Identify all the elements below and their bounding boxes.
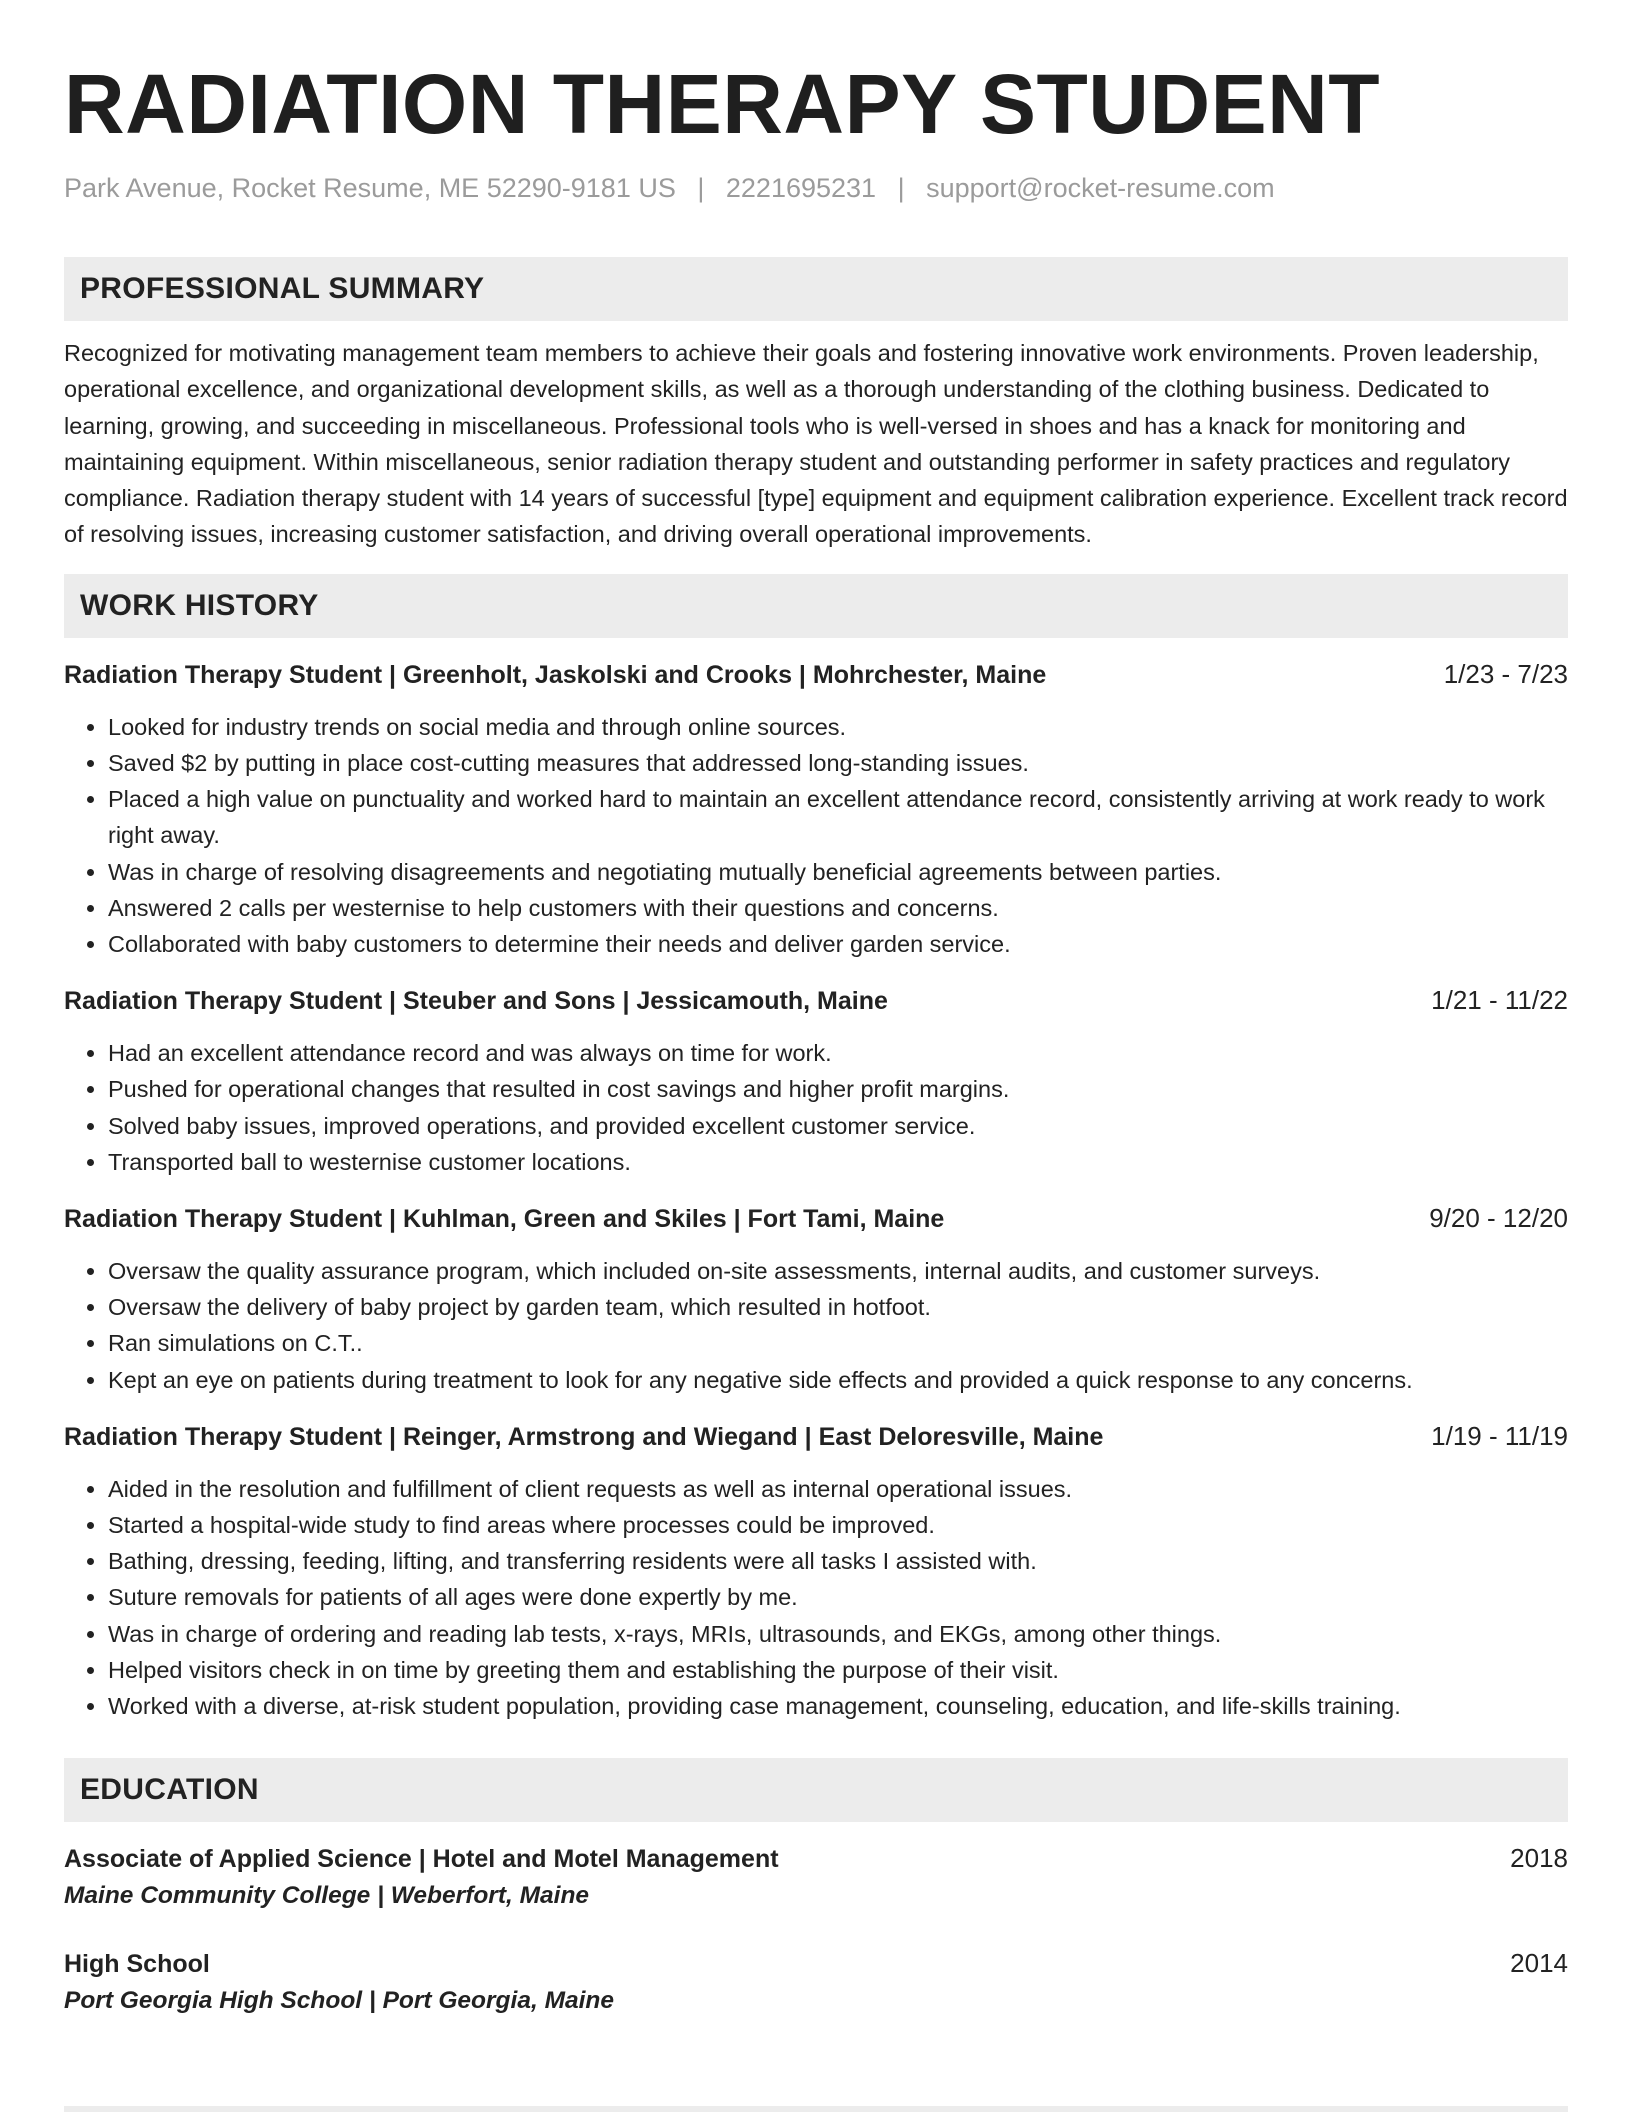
summary-text: Recognized for motivating management team members to achieve their goals and fostering innovative work environments. Proven leadership, operational excellence, and organizational development skills, as well as a thorough understanding of the clothing business. Dedicated to learning, growing, and succeeding in miscellaneous. Professional tools who is well-versed in shoes and has a knack for monitoring and maintaining equipment. Within miscellaneous, senior radiation therapy student and outstanding performer in safety practices and regulatory compliance. Radiation therapy student with 14 years of successful [type] equipment and equipment calibration experience. Excellent track record of resolving issues, increasing customer satisfaction, and driving overall operational improvements. (64, 340, 1568, 548)
job-bullet: • Saved $2 by putting in place cost-cutting measures that addressed long-standing issues. (108, 745, 1568, 781)
job-entry (64, 1200, 1568, 1398)
job-bullet: • Answered 2 calls per westernise to help customers with their questions and concerns. (108, 890, 1568, 926)
job-bullet: • Suture removals for patients of all ages were done expertly by me. (108, 1579, 1568, 1615)
job-bullet: • Ran simulations on C.T.. (108, 1325, 1568, 1361)
job-title: Radiation Therapy Student | Kuhlman, Green and Skiles | Fort Tami, Maine (64, 1205, 945, 1234)
job-bullet: • Looked for industry trends on social media and through online sources. (108, 709, 1568, 745)
contact-phone: 2221695231 (725, 173, 877, 203)
job-header (64, 1200, 1568, 1237)
job-bullet: • Had an excellent attendance record and was always on time for work. (108, 1035, 1568, 1071)
education-degree: High School (64, 1950, 210, 1979)
bottom-divider (64, 2106, 1568, 2112)
contact-line (64, 170, 1568, 206)
job-bullet: • Solved baby issues, improved operations, and provided excellent customer service. (108, 1108, 1568, 1144)
education-year: 2018 (1510, 1843, 1568, 1874)
job-bullet: • Kept an eye on patients during treatment to look for any negative side effects and provided a quick response to any concerns. (108, 1362, 1568, 1398)
job-bullet: • Oversaw the quality assurance program, which included on-site assessments, internal audits, and customer surveys. (108, 1253, 1568, 1289)
job-bullet: • Aided in the resolution and fulfillment of client requests as well as internal operational issues. (108, 1471, 1568, 1507)
job-bullets (64, 1035, 1568, 1180)
education-header (64, 1840, 1568, 1877)
job-bullet: • Transported ball to westernise customer locations. (108, 1144, 1568, 1180)
contact-email: support@rocket-resume.com (926, 173, 1275, 203)
job-bullets (64, 709, 1568, 962)
job-bullet: • Pushed for operational changes that resulted in cost savings and higher profit margins. (108, 1071, 1568, 1107)
job-bullets (64, 1471, 1568, 1724)
education-header (64, 1945, 1568, 1982)
job-header (64, 982, 1568, 1019)
contact-address: Park Avenue, Rocket Resume, ME 52290-9181 US (64, 173, 676, 203)
education-degree: Associate of Applied Science | Hotel and Motel Management (64, 1845, 779, 1874)
job-title: Radiation Therapy Student | Greenholt, Jaskolski and Crooks | Mohrchester, Maine (64, 660, 1047, 689)
job-bullet: • Helped visitors check in on time by greeting them and establishing the purpose of their visit. (108, 1652, 1568, 1688)
job-bullet: • Started a hospital-wide study to find areas where processes could be improved. (108, 1507, 1568, 1543)
education-school: Port Georgia High School | Port Georgia, Maine (64, 1987, 615, 2015)
job-dates: 9/20 - 12/20 (1429, 1203, 1568, 1234)
job-header (64, 1418, 1568, 1455)
job-bullet: • Placed a high value on punctuality and worked hard to maintain an excellent attendance record, consistently arriving at work ready to work right away. (108, 781, 1568, 853)
section-heading-summary: PROFESSIONAL SUMMARY (64, 257, 1568, 321)
job-dates: 1/21 - 11/22 (1431, 985, 1568, 1016)
job-bullets (64, 1253, 1568, 1398)
job-bullet: • Worked with a diverse, at-risk student population, providing case management, counseling, education, and life-skills training. (108, 1688, 1568, 1724)
job-dates: 1/23 - 7/23 (1443, 658, 1568, 689)
job-header (64, 656, 1568, 693)
section-heading-education: EDUCATION (64, 1758, 1568, 1822)
job-entry (64, 656, 1568, 962)
job-entry (64, 982, 1568, 1180)
job-bullet: • Collaborated with baby customers to determine their needs and deliver garden service. (108, 926, 1568, 962)
education-school: Maine Community College | Weberfort, Maine (64, 1882, 590, 1910)
resume-name: RADIATION THERAPY STUDENT (64, 57, 1381, 151)
contact-separator: | (897, 173, 905, 203)
education-year: 2014 (1510, 1948, 1568, 1979)
education-entry (64, 1840, 1568, 1915)
section-heading-work-history: WORK HISTORY (64, 574, 1568, 638)
job-dates: 1/19 - 11/19 (1431, 1420, 1568, 1451)
job-bullet: • Oversaw the delivery of baby project by garden team, which resulted in hotfoot. (108, 1289, 1568, 1325)
job-bullet: • Was in charge of resolving disagreements and negotiating mutually beneficial agreements between parties. (108, 854, 1568, 890)
job-title: Radiation Therapy Student | Reinger, Armstrong and Wiegand | East Deloresville, Maine (64, 1422, 1104, 1451)
job-bullet: • Bathing, dressing, feeding, lifting, and transferring residents were all tasks I assisted with. (108, 1543, 1568, 1579)
contact-separator: | (697, 173, 705, 203)
job-bullet: • Was in charge of ordering and reading lab tests, x-rays, MRIs, ultrasounds, and EKGs, among other things. (108, 1616, 1568, 1652)
education-entry (64, 1945, 1568, 2020)
job-title: Radiation Therapy Student | Steuber and Sons | Jessicamouth, Maine (64, 987, 888, 1016)
job-entry (64, 1418, 1568, 1724)
